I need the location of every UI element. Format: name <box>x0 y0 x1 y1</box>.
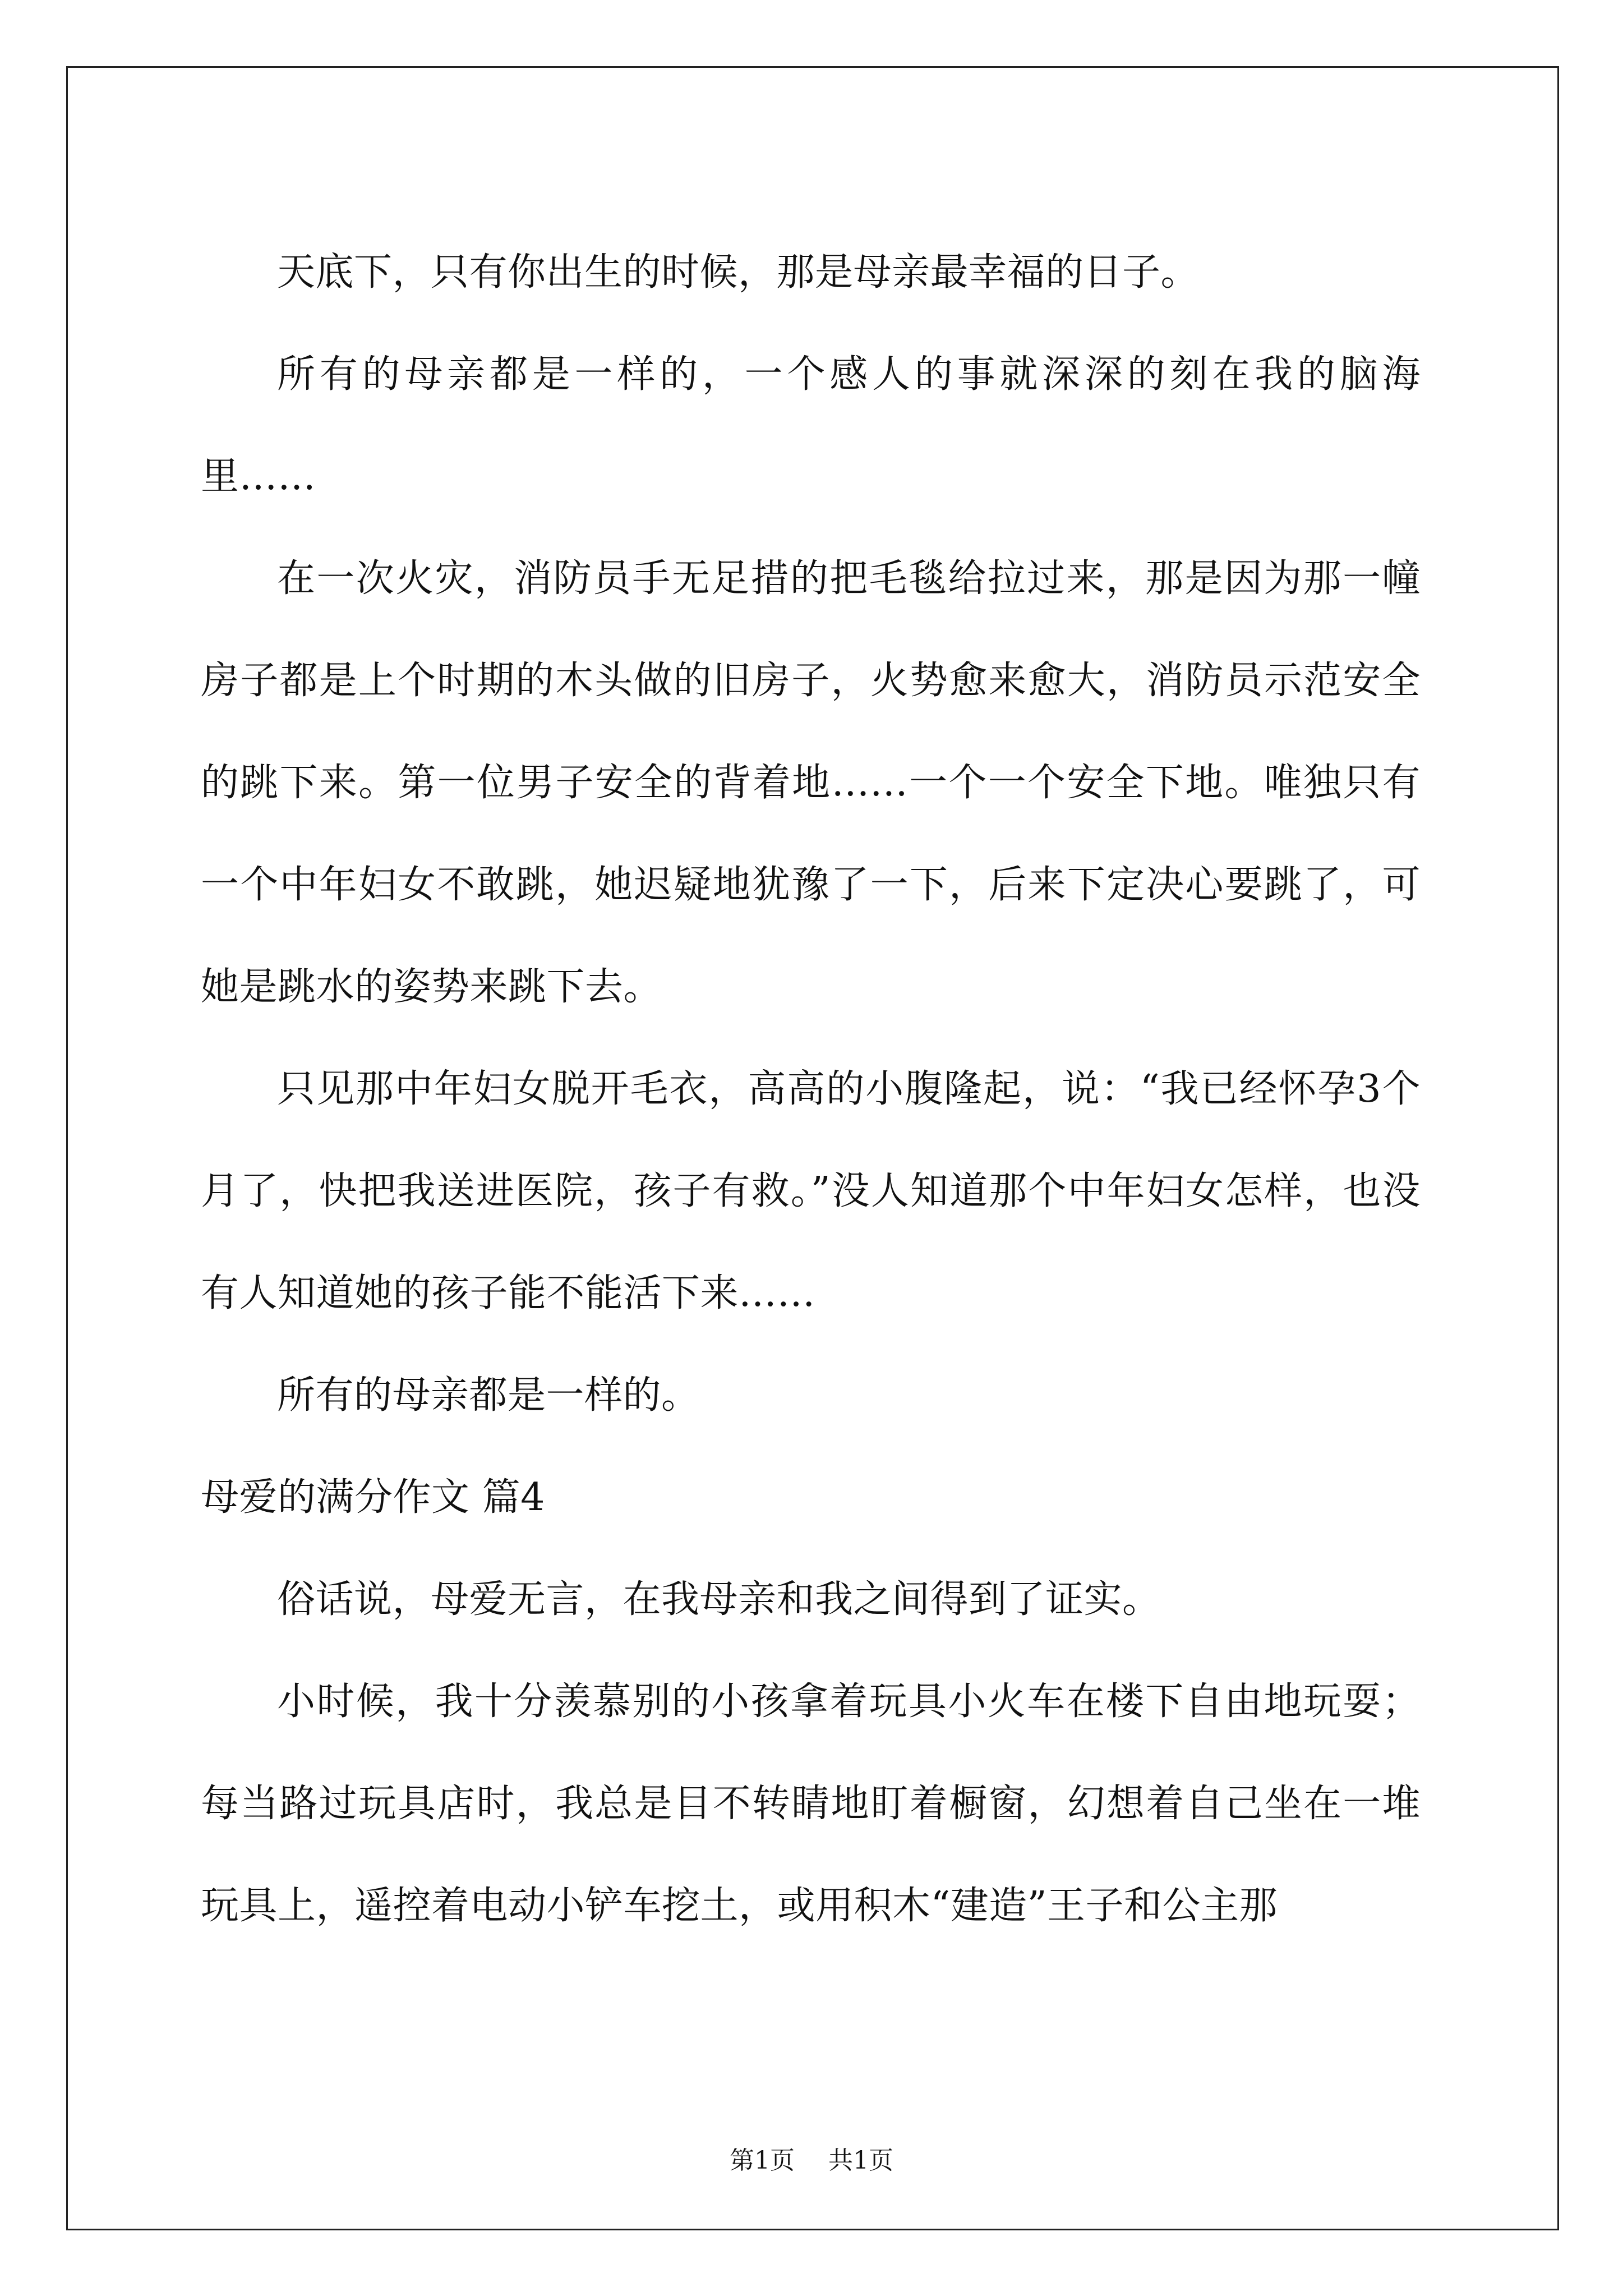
paragraph: 小时候，我十分羡慕别的小孩拿着玩具小火车在楼下自由地玩耍；每当路过玩具店时，我总是目不转睛地盯着橱窗，幻想着自己坐在一堆玩具上，遥控着电动小铲车挖土，或用积木“建造”王子和公主那 <box>201 1680 1421 1928</box>
paragraph: 所有的母亲都是一样的，一个感人的事就深深的刻在我的脑海里…… <box>201 352 1421 499</box>
paragraph: 在一次火灾，消防员手无足措的把毛毯给拉过来，那是因为那一幢房子都是上个时期的木头做的旧房子，火势愈来愈大，消防员示范安全的跳下来。第一位男子安全的背着地……一个一个安全下地。唯独只有一个中年妇女不敢跳，她迟疑地犹豫了一下，后来下定决心要跳了，可她是跳水的姿势来跳下去。 <box>201 556 1421 1009</box>
page-total: 共1页 <box>828 2146 893 2175</box>
paragraph: 天底下，只有你出生的时候，那是母亲最幸福的日子。 <box>277 250 1200 295</box>
paragraph: 所有的母亲都是一样的。 <box>277 1373 700 1418</box>
paragraph: 俗话说，母爱无言，在我母亲和我之间得到了证实。 <box>277 1577 1161 1622</box>
document-body <box>201 222 1421 1957</box>
page-footer <box>0 2144 1623 2178</box>
page-number: 第1页 <box>730 2146 795 2175</box>
section-heading: 母爱的满分作文 篇4 <box>201 1475 545 1520</box>
paragraph: 只见那中年妇女脱开毛衣，高高的小腹隆起，说：“我已经怀孕3个月了，快把我送进医院，孩子有救。”没人知道那个中年妇女怎样，也没有人知道她的孩子能不能活下来…… <box>201 1067 1421 1315</box>
